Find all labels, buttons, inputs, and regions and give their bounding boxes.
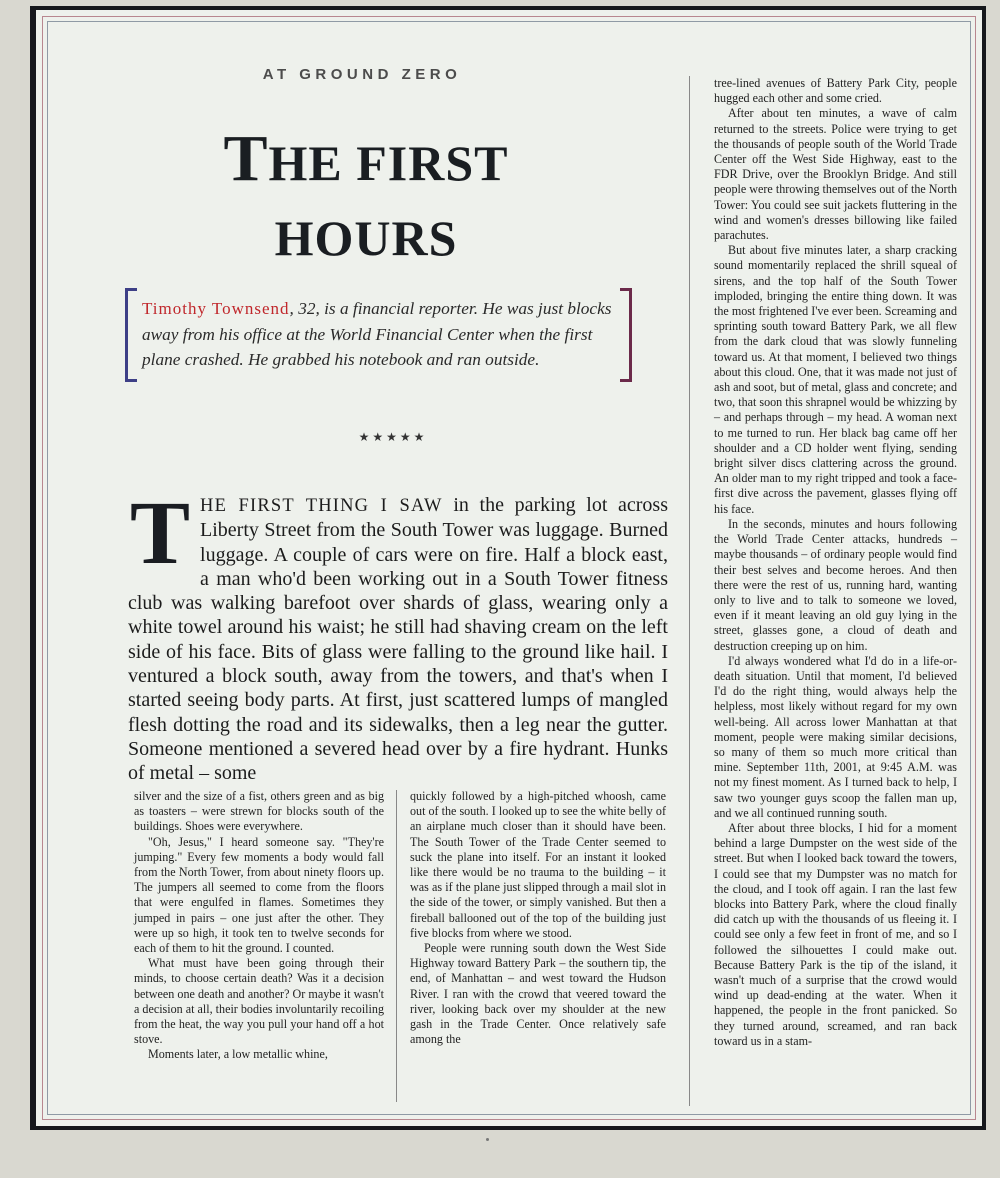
body-column-3 <box>714 76 957 1049</box>
intro-bracket-left <box>125 288 137 382</box>
body-paragraph: Moments later, a low metallic whine, <box>148 1047 328 1062</box>
body-paragraph: I'd always wondered what I'd do in a life-or-death situation. Until that moment, I'd believed I'd do the right thing, would always help the helpless, most likely without regard for my own well-being. All across lower Manhattan at that moment, people were making similar decisions, so many of them so much more critical than mine. September 11th, 2001, at 9:45 A.M. was not my finest moment. As I turned back to help, I saw two younger guys scoop the fallen man up, and we all continued running south. <box>714 653 957 820</box>
title-initial: T <box>223 122 269 195</box>
star-separator: ★★★★★ <box>358 430 428 444</box>
column-divider-right <box>689 76 690 1106</box>
author-intro <box>142 296 618 373</box>
body-paragraph: "Oh, Jesus," I heard someone say. "They're jumping." Every few moments a body would fall from the North Tower, from about ninety floors up. The jumpers all seemed to come from the floors that were engulfed in flames. Sometimes they jumped in pairs – one just after the other. They were up so high, it took ten to twelve seconds for each of them to hit the ground. I counted. <box>134 834 384 956</box>
body-paragraph: What must have been going through their minds, to choose certain death? Was it a decision between one death and another? Or maybe it wasn't a decision at all, their bodies involuntarily recoiling from the heat, the way you pull your hand off a hot stove. <box>134 956 384 1047</box>
column-divider-middle <box>396 790 397 1102</box>
magazine-page <box>36 10 982 1126</box>
body-paragraph: But about five minutes later, a sharp cracking sound momentarily replaced the shrill squeal of sirens, and the top half of the South Tower imploded, bringing the entire thing down. It was the most frightened I've ever been. Screaming and sprinting south toward Battery Park, we all flew from the dark cloud that was slowly funneling toward us. At that moment, I believed two things about this cloud. One, that it was made not just of ash and soot, but of metal, glass and concrete; and two, that soon this shrapnel would be whizzing by – and perhaps through – my head. A woman next to me turned to run. Her black bag came off her shoulder and a CD holder went flying, sending bright silver discs clattering across the ground. An older man to my right tripped and took a face-first dive across the pavement, glasses flying off his face. <box>714 243 957 516</box>
body-paragraph: After about ten minutes, a wave of calm returned to the streets. Police were trying to get the thousands of people south of the World Trade Center off the West Side Highway, east to the FDR Drive, over the Brooklyn Bridge. And still people were throwing themselves out of the North Tower: You could see suit jackets fluttering in the wind and women's dresses billowing like failed parachutes. <box>714 106 957 243</box>
article-title <box>146 122 586 269</box>
author-name: Timothy Townsend <box>142 299 290 318</box>
body-paragraph: People were running south down the West Side Highway toward Battery Park – the southern tip, the end, of Manhattan – and west toward the Hudson River. I ran with the crowd that veered toward the river, looking back over my shoulder at the new gash in the Trade Center. Once relatively safe among the <box>410 941 666 1047</box>
body-paragraph: tree-lined avenues of Battery Park City, people hugged each other and some cried. <box>714 76 957 106</box>
body-paragraph: In the seconds, minutes and hours following the World Trade Center attacks, hundreds – maybe thousands – of ordinary people would find their best selves and become heroes. And then there were the rest of us, running hard, wanting only to live and to talk to someone we loved, even if it meant leaving an old guy lying in the street, glasses gone, a cloud of death and destruction creeping up on him. <box>714 516 957 653</box>
title-line-1-rest: HE FIRST <box>268 135 509 191</box>
author-intro-text: , 32, is a financial reporter. He was just blocks away from his office at the World Financial Center when the first plane crashed. He grabbed his notebook and ran outside. <box>142 299 612 369</box>
lede-paragraph <box>128 484 668 786</box>
body-column-2 <box>410 789 666 1047</box>
drop-cap: T <box>130 484 191 583</box>
title-line-1 <box>146 122 586 207</box>
body-paragraph: quickly followed by a high-pitched whoosh, came out of the south. I looked up to see the white belly of an airplane much closer than it should have been. The South Tower of the Trade Center seemed to suck the plane into itself. For an instant it looked like there would be no trauma to the building – it was as if the plane just slipped through a mail slot in the side of the tower, or simply vanished. But then a fireball ballooned out of the top of the building just five blocks from where we stood. <box>410 789 666 940</box>
lede-text: in the parking lot across Liberty Street from the South Tower was luggage. Burned luggage. A couple of cars were on fire. Half a block east, a man who'd been working out in a South Tower fitness club was walking barefoot over shards of glass, wearing only a white towel around his waist; he still had shaving cream on the left side of his face. Bits of glass were falling to the ground like hail. I ventured a block south, away from the towers, and that's when I started seeing body parts. At first, just scattered lumps of mangled flesh dotting the road and its sidewalks, then a leg near the gutter. Someone mentioned a severed head over by a fire hydrant. Hunks of metal – some <box>128 494 668 785</box>
title-line-2: HOURS <box>274 210 458 266</box>
section-kicker: AT GROUND ZERO <box>262 66 462 83</box>
body-paragraph: After about three blocks, I hid for a moment behind a large Dumpster on the west side of the street. But when I looked back toward the towers, I could see that my Dumpster was no match for the cloud, and I took off again. I ran the last few blocks into Battery Park, where the cloud finally did catch up with the thousands of us fleeing it. I could see only a few feet in front of me, and so I followed the silhouettes I could make out. Because Battery Park is the tip of the island, it wasn't much of a surprise that the crowd would wind up dead-ending at the water. When it happened, the people in the front panicked. So they turned around, screamed, and ran back toward us in a stam- <box>714 820 957 1048</box>
folio-mark <box>486 1138 489 1141</box>
body-paragraph: silver and the size of a fist, others green and as big as toasters – were strewn for blocks south of the buildings. Shoes were everywhere. <box>134 789 384 834</box>
body-column-1 <box>134 789 384 1063</box>
intro-bracket-right <box>620 288 632 382</box>
lede-lead-caps: HE FIRST THING I SAW <box>200 496 443 516</box>
